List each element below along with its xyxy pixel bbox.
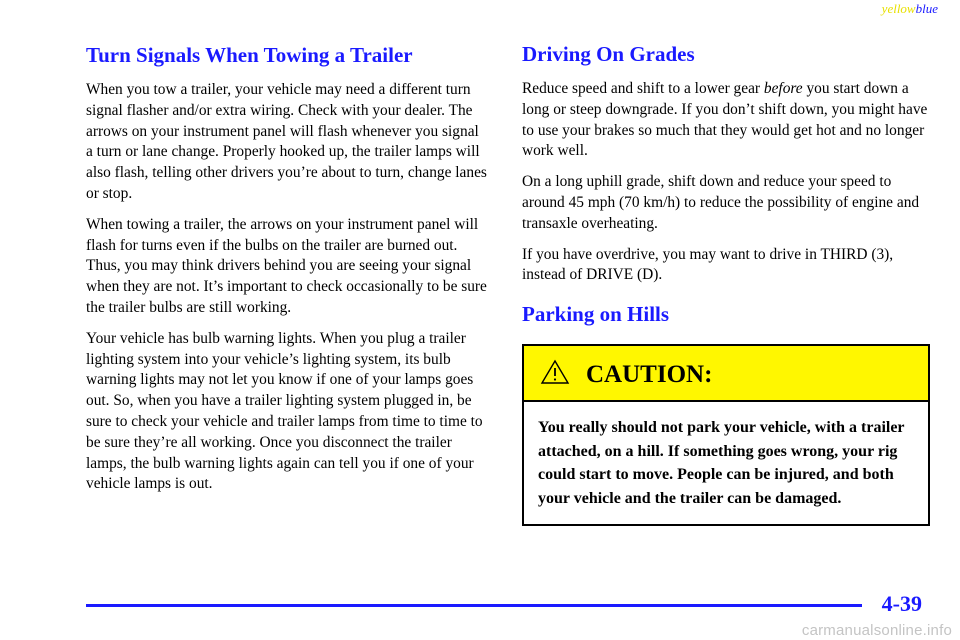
grades-paragraph-1 xyxy=(522,79,930,162)
color-registration-mark xyxy=(882,1,938,17)
driving-on-grades-heading: Driving On Grades xyxy=(522,42,695,66)
warning-triangle-icon xyxy=(540,359,570,385)
grades-paragraph-2: On a long uphill grade, shift down and reduce your speed to around 45 mph (70 km/h) to reduce the possibility of engine and transaxle overheating. xyxy=(522,173,920,232)
turn-signals-heading: Turn Signals When Towing a Trailer xyxy=(86,43,413,67)
right-column xyxy=(522,40,930,526)
watermark: carmanualsonline.info xyxy=(801,622,952,639)
registration-yellow-label: yellow xyxy=(881,1,916,16)
parking-on-hills-heading: Parking on Hills xyxy=(522,302,670,327)
turn-signals-paragraph-2: When towing a trailer, the arrows on your instrument panel will flash for turns even if the bulbs on the trailer are burned out. Thus, you may think drivers behind you are seeing your signal when they are not. It’s important to check occasionally to be sure the trailer bulbs are still working. xyxy=(86,215,487,316)
caution-title: CAUTION: xyxy=(586,361,713,389)
turn-signals-paragraph-3: Your vehicle has bulb warning lights. When you plug a trailer lighting system into your vehicle’s lighting system, its bulb warning lights may not let you know if one of your lamps goes out. So, when you have a trailer lighting system plugged in, be sure to check your vehicle and trailer lamps from time to time to be sure they’re all working. Once you disconnect the trailer lamps, the bulb warning lights again can tell you if one of your vehicle lamps is out. xyxy=(86,329,483,493)
footer-rule xyxy=(86,604,862,607)
grades-p1-end: you start down a long or steep downgrade. If you don’t shift down, you might have to use your brakes so much that they would get hot and no longer work well. xyxy=(522,80,928,160)
left-column xyxy=(86,40,488,505)
caution-box xyxy=(522,344,930,526)
page-number: 4-39 xyxy=(881,591,922,616)
caution-header xyxy=(524,346,928,402)
grades-paragraph-3: If you have overdrive, you may want to drive in THIRD (3), instead of DRIVE (D). xyxy=(522,245,894,284)
grades-p1-start: Reduce speed and shift to a lower gear xyxy=(522,80,764,97)
registration-blue-label: blue xyxy=(915,1,938,16)
caution-text: You really should not park your vehicle, with a trailer attached, on a hill. If something goes wrong, your rig could start to move. People can be injured, and both your vehicle and the trailer can be damaged. xyxy=(538,419,905,507)
grades-p1-emphasis: before xyxy=(763,80,803,97)
turn-signals-paragraph-1: When you tow a trailer, your vehicle may need a different turn signal flasher and/or extra wiring. Check with your dealer. The arrows on your instrument panel will flash whenever you signal a turn or lane change. Properly hooked up, the trailer lamps will also flash, telling other drivers you’re about to turn, change lanes or stop. xyxy=(86,81,487,202)
